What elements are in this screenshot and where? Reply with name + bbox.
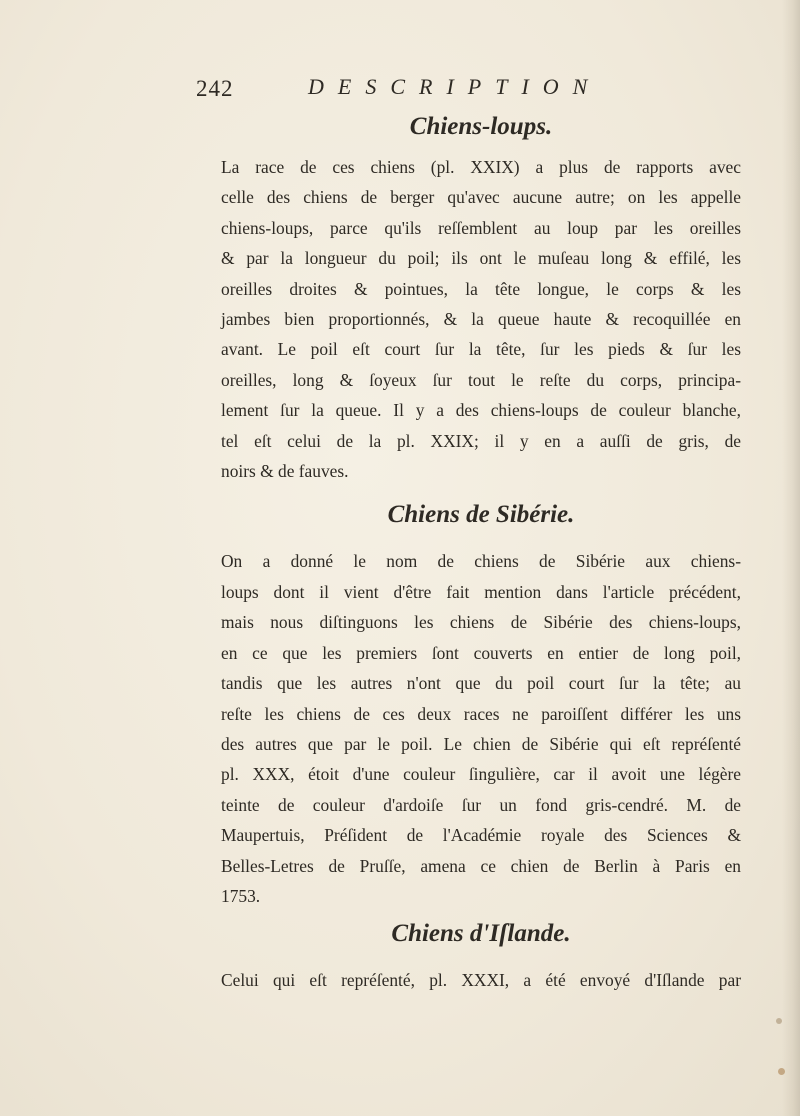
text-line: pl. XXX, étoit d'une couleur ſingulière, car il avoit une légère [221,764,741,785]
paragraph-chiens-de-siberie [221,546,741,911]
text-line: tandis que les autres n'ont que du poil court ſur la tête; au [221,673,741,694]
text-line: chiens-loups, parce qu'ils reſſemblent au loup par les oreilles [221,217,741,238]
running-head: DESCRIPTION [308,74,602,99]
text-line: 1753. [221,885,261,906]
text-line: loups dont il vient d'être fait mention dans l'article précédent, [221,581,741,602]
text-line: jambes bien proportionnés, & la queue haute & recoquillée en [221,309,741,330]
page-body [221,110,741,996]
paper-spot [776,1018,782,1024]
page-edge-shadow [782,0,800,1116]
text-line: tel eſt celui de la pl. XXIX; il y en a auſſi de gris, de [221,430,741,451]
text-line: reſte les chiens de ces deux races ne paroiſſent différer les uns [221,703,741,724]
section-heading-chiens-loups: Chiens-loups. [409,113,553,140]
text-line: des autres que par le poil. Le chien de Sibérie qui eſt repréſenté [221,733,741,754]
text-line: lement ſur la queue. Il y a des chiens-loups de couleur blanche, [221,400,741,421]
text-line: oreilles, long & ſoyeux ſur tout le reſte du corps, principa- [221,369,741,390]
text-line: noirs & de fauves. [221,461,349,482]
text-line: teinte de couleur d'ardoiſe ſur un fond gris-cendré. M. de [221,794,741,815]
paragraph-chiens-loups [221,152,741,486]
page-header [196,70,756,110]
paper-spot [778,1068,785,1075]
text-line: celle des chiens de berger qu'avec aucune autre; on les appelle [221,187,741,208]
text-line: & par la longueur du poil; ils ont le muſeau long & effilé, les [221,248,741,269]
text-line: oreilles droites & pointues, la tête longue, le corps & les [221,278,741,299]
text-line: Belles-Letres de Pruſſe, amena ce chien de Berlin à Paris en [221,855,741,876]
page-number: 242 [196,76,234,101]
text-line: Maupertuis, Préſident de l'Académie royale des Sciences & [221,825,741,846]
text-line: La race de ces chiens (pl. XXIX) a plus de rapports avec [221,157,741,177]
text-line: en ce que les premiers ſont couverts en entier de long poil, [221,642,741,663]
text-line: avant. Le poil eſt court ſur la tête, ſur les pieds & ſur les [221,339,741,360]
section-heading-chiens-d-islande: Chiens d'Iſlande. [391,920,571,948]
paragraph-chiens-d-islande [221,965,741,995]
text-line: Celui qui eſt repréſenté, pl. XXXI, a été envoyé d'Iſlande par [221,970,741,991]
section-heading-chiens-de-siberie: Chiens de Sibérie. [387,501,575,529]
text-line: mais nous diſtinguons les chiens de Sibérie des chiens-loups, [221,612,741,633]
text-line: On a donné le nom de chiens de Sibérie aux chiens- [221,551,741,572]
